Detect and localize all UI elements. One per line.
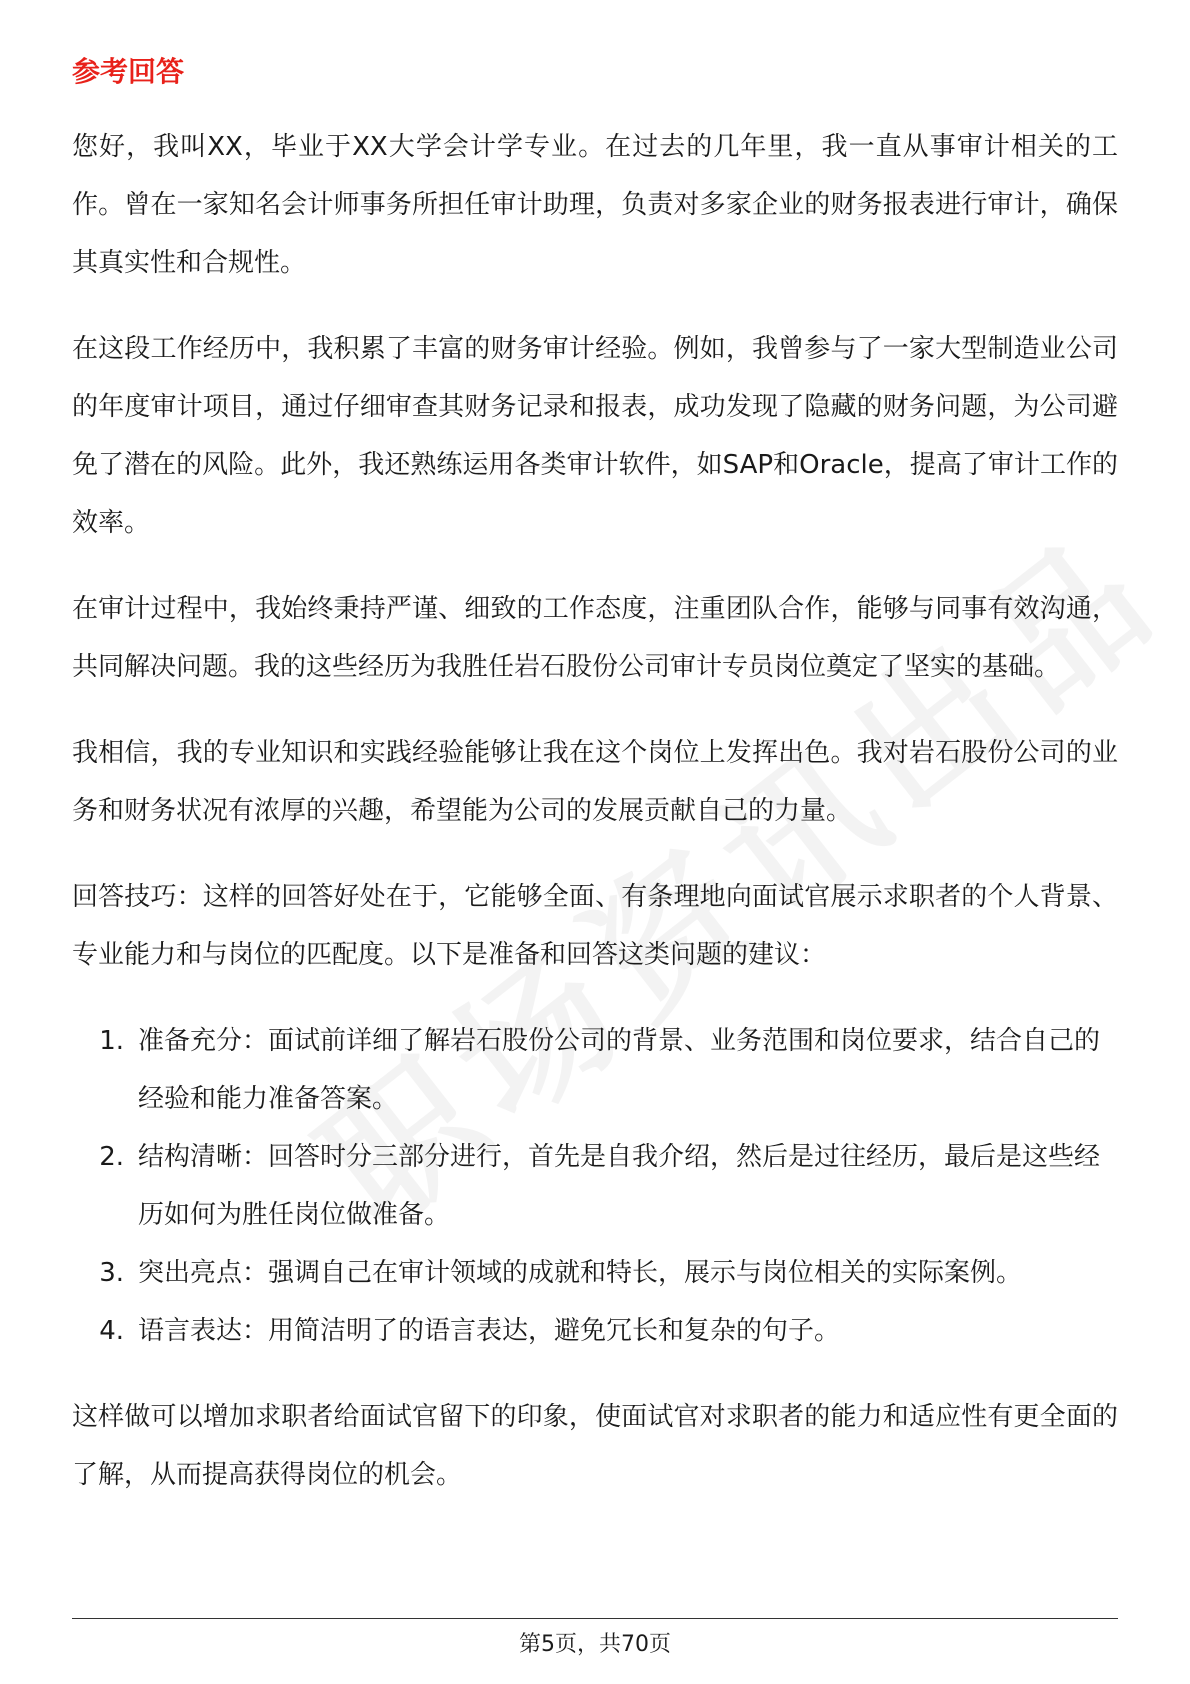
paragraph-tips-intro: 回答技巧：这样的回答好处在于，它能够全面、有条理地向面试官展示求职者的个人背景、专业能力和与岗位的匹配度。以下是准备和回答这类问题的建议： <box>72 882 1118 970</box>
list-item-text: 结构清晰：回答时分三部分进行，首先是自我介绍，然后是过往经历，最后是这些经历如何为胜任岗位做准备。 <box>138 1142 1101 1230</box>
section-title: 参考回答 <box>72 55 185 88</box>
list-item-number: 3. <box>99 1258 124 1288</box>
tips-list <box>72 1012 1118 1360</box>
footer-divider <box>72 1618 1118 1619</box>
list-item-text: 语言表达：用简洁明了的语言表达，避免冗长和复杂的句子。 <box>138 1316 841 1346</box>
list-item-text: 准备充分：面试前详细了解岩石股份公司的背景、业务范围和岗位要求，结合自己的经验和能力准备答案。 <box>138 1026 1101 1114</box>
list-item <box>72 1302 1118 1360</box>
page-content <box>72 48 1118 1532</box>
list-item-number: 2. <box>99 1142 124 1172</box>
list-item-number: 1. <box>99 1026 124 1056</box>
list-item <box>72 1012 1118 1128</box>
paragraph-attitude: 在审计过程中，我始终秉持严谨、细致的工作态度，注重团队合作，能够与同事有效沟通，共同解决问题。我的这些经历为我胜任岩石股份公司审计专员岗位奠定了坚实的基础。 <box>72 594 1118 682</box>
paragraph-closing: 这样做可以增加求职者给面试官留下的印象，使面试官对求职者的能力和适应性有更全面的了解，从而提高获得岗位的机会。 <box>72 1402 1118 1490</box>
list-item-text: 突出亮点：强调自己在审计领域的成就和特长，展示与岗位相关的实际案例。 <box>138 1258 1023 1288</box>
paragraph-belief: 我相信，我的专业知识和实践经验能够让我在这个岗位上发挥出色。我对岩石股份公司的业务和财务状况有浓厚的兴趣，希望能为公司的发展贡献自己的力量。 <box>72 738 1118 826</box>
page-number: 第5页，共70页 <box>519 1632 671 1657</box>
list-item <box>72 1128 1118 1244</box>
paragraph-intro: 您好，我叫XX，毕业于XX大学会计学专业。在过去的几年里，我一直从事审计相关的工作。曾在一家知名会计师事务所担任审计助理，负责对多家企业的财务报表进行审计，确保其真实性和合规性。 <box>72 132 1118 278</box>
list-item <box>72 1244 1118 1302</box>
paragraph-experience: 在这段工作经历中，我积累了丰富的财务审计经验。例如，我曾参与了一家大型制造业公司的年度审计项目，通过仔细审查其财务记录和报表，成功发现了隐藏的财务问题，为公司避免了潜在的风险。此外，我还熟练运用各类审计软件，如SAP和Oracle，提高了审计工作的效率。 <box>72 334 1118 538</box>
list-item-number: 4. <box>99 1316 124 1346</box>
